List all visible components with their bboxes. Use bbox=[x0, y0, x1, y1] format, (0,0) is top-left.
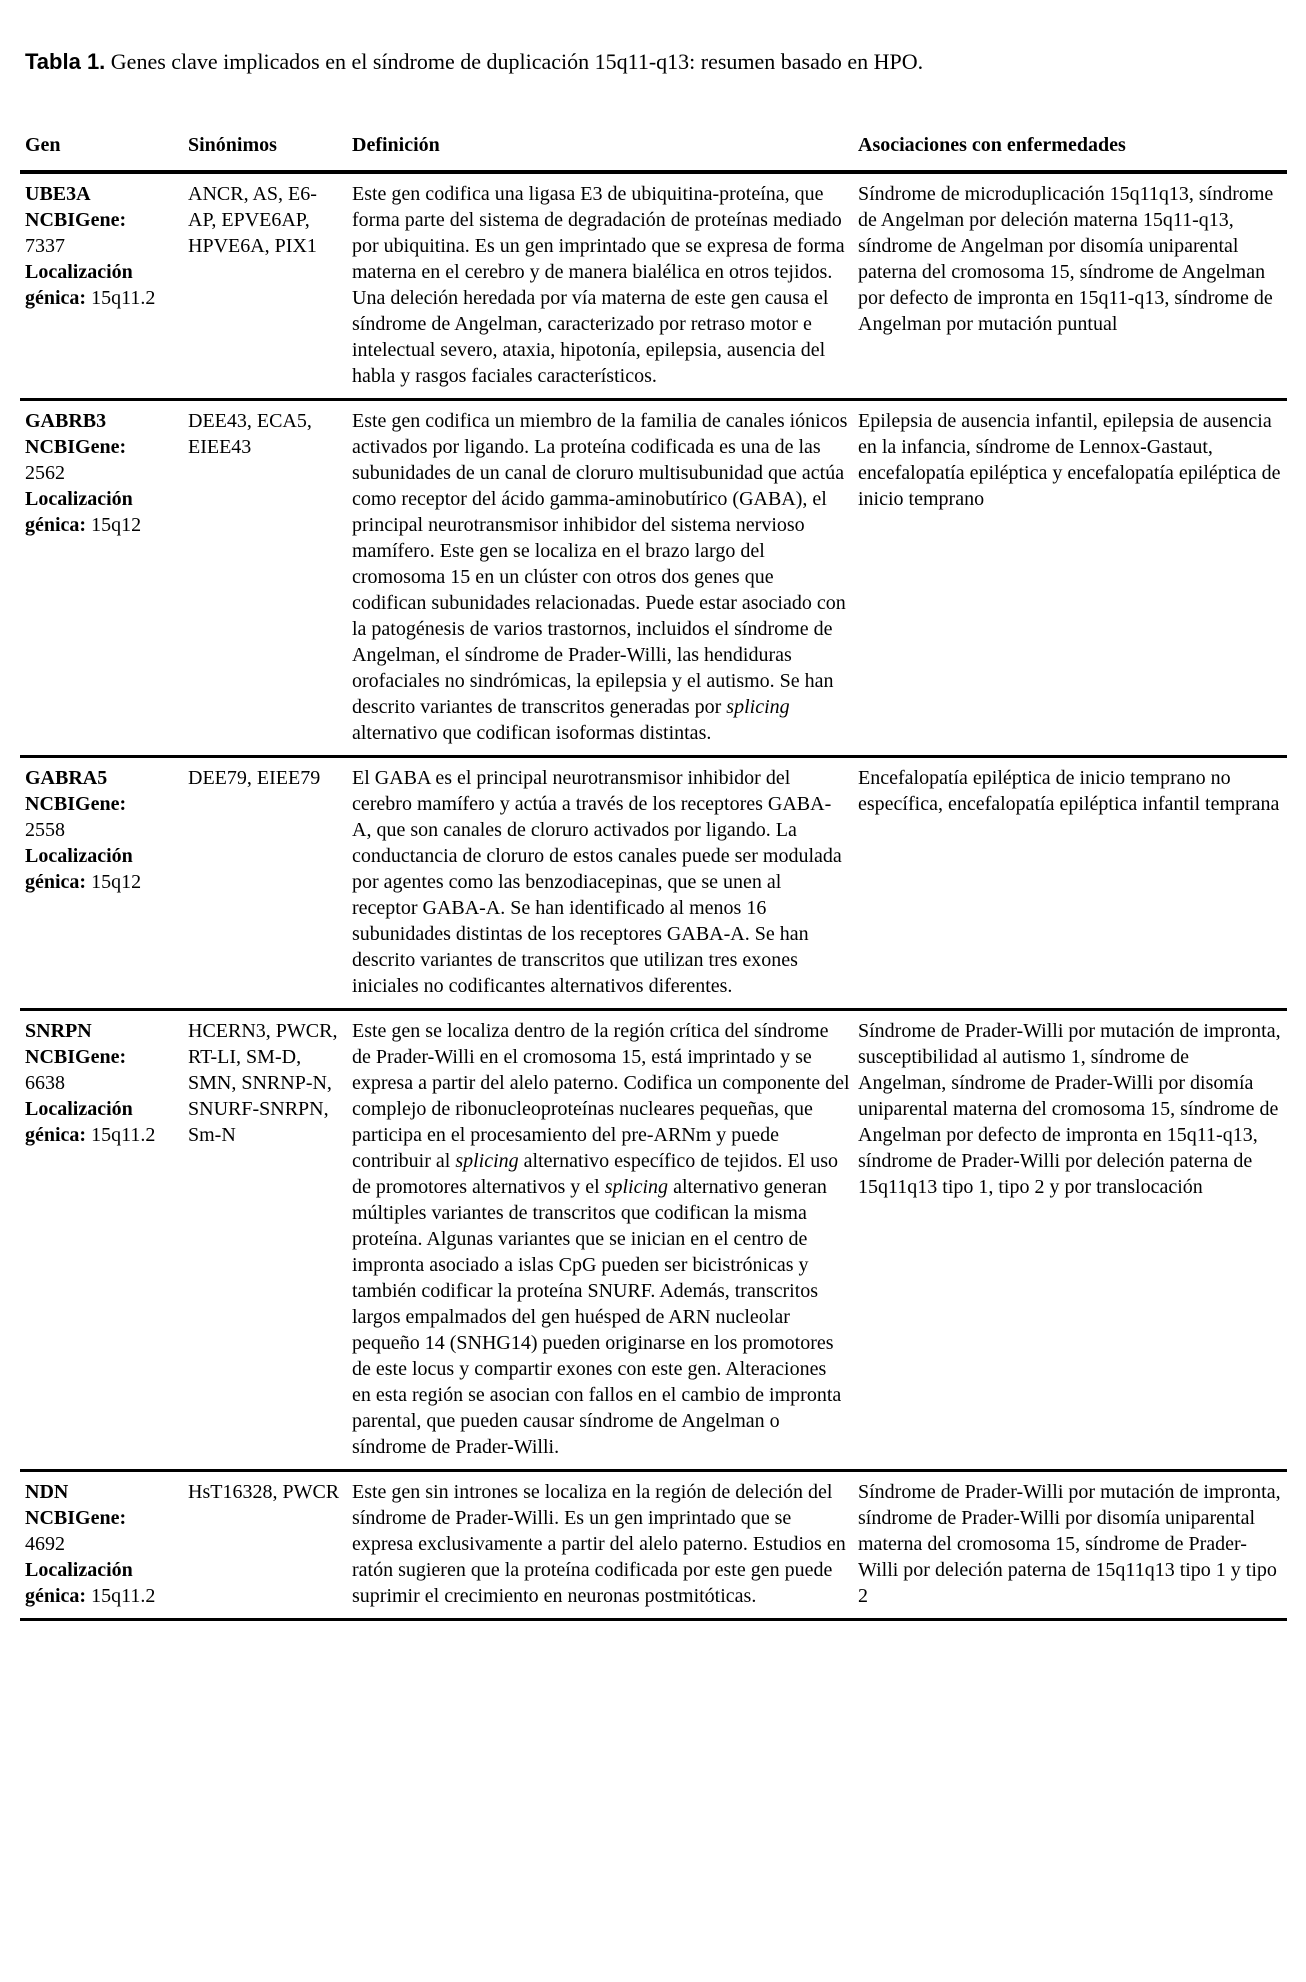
gene-location-label: Localización génica: bbox=[25, 845, 133, 893]
definition-cell: Este gen sin intrones se localiza en la región de deleción del síndrome de Prader-Willi. Es un gen imprintado que se expresa exclusivamente a partir del alelo paterno. Estudios en ratón sugieren que la proteína codificada por este gen puede suprimir el crecimiento en neuronas postmitóticas. bbox=[352, 1471, 858, 1620]
table-row-ube3a bbox=[20, 172, 1287, 400]
definition-cell: Este gen codifica un miembro de la familia de canales iónicos activados por ligando. La proteína codificada es una de las subunidades de un canal de cloruro multisubunidad que actúa como receptor del ácido gamma-aminobutírico (GABA), el principal neurotransmisor inhibidor del sistema nervioso mamífero. Este gen se localiza en el brazo largo del cromosoma 15 en un clúster con otros dos genes que codifican subunidades relacionadas. Puede estar asociado con la patogénesis de varios trastornos, incluidos el síndrome de Angelman, el síndrome de Prader-Willi, las hendiduras orofaciales no sindrómicas, la epilepsia y el autismo. Se han descrito variantes de transcritos generadas por splicing alternativo que codifican isoformas distintas. bbox=[352, 400, 858, 757]
gene-cell bbox=[20, 1010, 188, 1471]
gene-cell bbox=[20, 1471, 188, 1620]
table-row-ndn bbox=[20, 1471, 1287, 1620]
gene-location-value: 15q11.2 bbox=[91, 1585, 156, 1607]
ncbi-gene-id: 4692 bbox=[25, 1533, 65, 1555]
ncbi-gene-id: 6638 bbox=[25, 1072, 65, 1094]
ncbi-gene-id: 2562 bbox=[25, 462, 65, 484]
gene-location-label: Localización génica: bbox=[25, 1559, 133, 1607]
associations-cell: Encefalopatía epiléptica de inicio temprano no específica, encefalopatía epiléptica infantil temprana bbox=[858, 757, 1287, 1010]
gene-location bbox=[25, 1096, 180, 1148]
ncbi-gene-id: 2558 bbox=[25, 819, 65, 841]
column-header-sinonimos: Sinónimos bbox=[188, 132, 352, 172]
table-header-row bbox=[20, 132, 1287, 172]
gene-location-label: Localización génica: bbox=[25, 261, 133, 309]
associations-cell: Síndrome de Prader-Willi por mutación de impronta, síndrome de Prader-Willi por disomía uniparental materna del cromosoma 15, síndrome de Prader-Willi por deleción paterna de 15q11q13 tipo 1 y tipo 2 bbox=[858, 1471, 1287, 1620]
synonyms-cell: DEE79, EIEE79 bbox=[188, 757, 352, 1010]
ncbi-gene-label: NCBIGene: bbox=[25, 1046, 127, 1068]
ncbi-gene-label: NCBIGene: bbox=[25, 209, 127, 231]
gene-location-value: 15q11.2 bbox=[91, 287, 156, 309]
definition-cell: Este gen codifica una ligasa E3 de ubiquitina-proteína, que forma parte del sistema de degradación de proteínas mediado por ubiquitina. Es un gen imprintado que se expresa de forma materna en el cerebro y de manera bialélica en otros tejidos. Una deleción heredada por vía materna de este gen causa el síndrome de Angelman, caracterizado por retraso motor e intelectual severo, ataxia, hipotonía, epilepsia, ausencia del habla y rasgos faciales característicos. bbox=[352, 172, 858, 400]
gene-symbol: UBE3A bbox=[25, 183, 91, 205]
gene-symbol: GABRB3 bbox=[25, 410, 107, 432]
gene-location-label: Localización génica: bbox=[25, 488, 133, 536]
ncbi-gene-label: NCBIGene: bbox=[25, 793, 127, 815]
gene-location bbox=[25, 486, 180, 538]
associations-cell: Síndrome de Prader-Willi por mutación de impronta, susceptibilidad al autismo 1, síndrome de Angelman, síndrome de Prader-Willi por disomía uniparental materna del cromosoma 15, síndrome de Angelman por defecto de impronta en 15q11-q13, síndrome de Prader-Willi por deleción paterna de 15q11q13 tipo 1, tipo 2 y por translocación bbox=[858, 1010, 1287, 1471]
synonyms-cell: HCERN3, PWCR, RT-LI, SM-D, SMN, SNRNP-N, SNURF-SNRPN, Sm-N bbox=[188, 1010, 352, 1471]
gene-location bbox=[25, 259, 180, 311]
gene-location-label: Localización génica: bbox=[25, 1098, 133, 1146]
gene-location bbox=[25, 843, 180, 895]
synonyms-cell: DEE43, ECA5, EIEE43 bbox=[188, 400, 352, 757]
gene-cell bbox=[20, 757, 188, 1010]
table-row-snrpn bbox=[20, 1010, 1287, 1471]
synonyms-cell: HsT16328, PWCR bbox=[188, 1471, 352, 1620]
definition-cell: Este gen se localiza dentro de la región crítica del síndrome de Prader-Willi en el cromosoma 15, está imprintado y se expresa a partir del alelo paterno. Codifica un componente del complejo de ribonucleoproteínas nucleares pequeñas, que participa en el procesamiento del pre-ARNm y puede contribuir al splicing alternativo específico de tejidos. El uso de promotores alternativos y el splicing alternativo generan múltiples variantes de transcritos que codifican la misma proteína. Algunas variantes que se inician en el centro de impronta asociado a islas CpG pueden ser bicistrónicas y también codificar la proteína SNURF. Además, transcritos largos empalmados del gen huésped de ARN nucleolar pequeño 14 (SNHG14) pueden originarse en los promotores de este locus y compartir exones con este gen. Alteraciones en esta región se asocian con fallos en el cambio de impronta parental, que pueden causar síndrome de Angelman o síndrome de Prader-Willi. bbox=[352, 1010, 858, 1471]
column-header-definicion: Definición bbox=[352, 132, 858, 172]
gene-symbol: SNRPN bbox=[25, 1020, 92, 1042]
gene-cell bbox=[20, 400, 188, 757]
table-caption-text: Genes clave implicados en el síndrome de duplicación 15q11-q13: resumen basado en HPO. bbox=[110, 49, 924, 74]
gene-symbol: GABRA5 bbox=[25, 767, 108, 789]
ncbi-gene-label: NCBIGene: bbox=[25, 436, 127, 458]
gene-location bbox=[25, 1557, 180, 1609]
gene-location-value: 15q12 bbox=[91, 871, 142, 893]
definition-cell: El GABA es el principal neurotransmisor inhibidor del cerebro mamífero y actúa a través de los receptores GABA-A, que son canales de cloruro activados por ligando. La conductancia de cloruro de estos canales puede ser modulada por agentes como las benzodiacepinas, que se unen al receptor GABA-A. Se han identificado al menos 16 subunidades distintas de los receptores GABA-A. Se han descrito variantes de transcritos que utilizan tres exones iniciales no codificantes alternativos diferentes. bbox=[352, 757, 858, 1010]
table-row-gabra5 bbox=[20, 757, 1287, 1010]
associations-cell: Síndrome de microduplicación 15q11q13, síndrome de Angelman por deleción materna 15q11-q13, síndrome de Angelman por disomía uniparental paterna del cromosoma 15, síndrome de Angelman por defecto de impronta en 15q11-q13, síndrome de Angelman por mutación puntual bbox=[858, 172, 1287, 400]
table-row-gabrb3 bbox=[20, 400, 1287, 757]
ncbi-gene-label: NCBIGene: bbox=[25, 1507, 127, 1529]
synonyms-cell: ANCR, AS, E6-AP, EPVE6AP, HPVE6A, PIX1 bbox=[188, 172, 352, 400]
genes-table bbox=[20, 132, 1287, 1621]
ncbi-gene-id: 7337 bbox=[25, 235, 65, 257]
gene-location-value: 15q12 bbox=[91, 514, 142, 536]
column-header-gen: Gen bbox=[20, 132, 188, 172]
gene-cell bbox=[20, 172, 188, 400]
associations-cell: Epilepsia de ausencia infantil, epilepsia de ausencia en la infancia, síndrome de Lennox-Gastaut, encefalopatía epiléptica y encefalopatía epiléptica de inicio temprano bbox=[858, 400, 1287, 757]
table-caption-label: Tabla 1. bbox=[25, 49, 106, 74]
gene-symbol: NDN bbox=[25, 1481, 69, 1503]
gene-location-value: 15q11.2 bbox=[91, 1124, 156, 1146]
table-caption bbox=[25, 48, 1286, 76]
column-header-asociaciones: Asociaciones con enfermedades bbox=[858, 132, 1287, 172]
